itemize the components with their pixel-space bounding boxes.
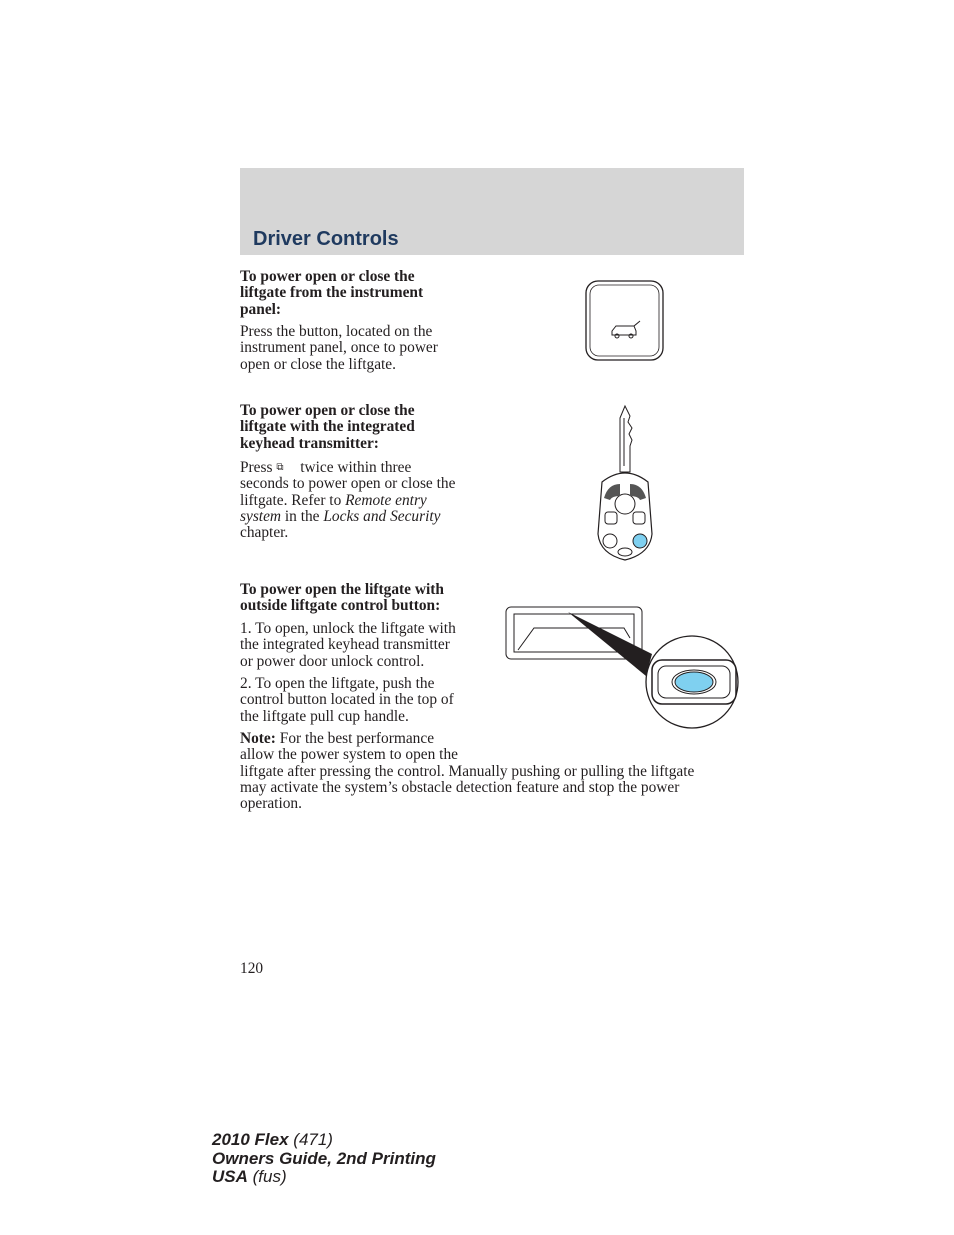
liftgate-handle-illustration [504, 604, 744, 732]
2x-liftgate-icon: ⧉ [276, 462, 284, 473]
liftgate-control-button [675, 672, 713, 692]
keyhead-transmitter-illustration [590, 404, 660, 566]
footer-model: 2010 Flex [212, 1130, 289, 1149]
note-text: For the best performance allow the power system to open the liftgate after pressing the control. Manually pushing or pulling the liftgate may activate the system’s obstacle detection feature and stop the power operation. [240, 730, 695, 813]
body-text: chapter. [240, 524, 289, 542]
section2-heading: To power open or close the liftgate with the integrated keyhead transmitter: [240, 402, 415, 452]
step-1: 1. To open, unlock the liftgate with the integrated keyhead transmitter or power door unlock control. [240, 620, 456, 670]
footer-market-code: (fus) [247, 1167, 287, 1186]
footer-guide: Owners Guide, 2nd Printing [212, 1148, 436, 1168]
body-text: in the [281, 507, 324, 525]
body-text: twice within three seconds to power open or close the liftgate. Refer to [240, 459, 456, 509]
section-header [240, 168, 744, 255]
footer [212, 1131, 436, 1187]
page-number: 120 [240, 960, 264, 977]
locks-security-ref: Locks and Security [323, 507, 441, 525]
section2-body [240, 460, 455, 541]
page-title: Driver Controls [253, 228, 399, 250]
footer-market: USA [212, 1167, 248, 1186]
footer-code: (471) [288, 1130, 333, 1149]
remote-entry-ref: Remote entry system [240, 491, 427, 525]
note [240, 731, 694, 812]
liftgate-button-illustration [584, 279, 666, 363]
liftgate-fob-button [633, 534, 647, 548]
step-2: 2. To open the liftgate, push the control button located in the top of the liftgate pull cup handle. [240, 675, 454, 725]
press-text: Press [240, 459, 273, 476]
section1-heading: To power open or close the liftgate from the instrument panel: [240, 268, 424, 318]
section3-heading: To power open the liftgate with outside liftgate control button: [240, 581, 444, 615]
note-label: Note: [240, 730, 276, 747]
section1-body: Press the button, located on the instrument panel, once to power open or close the liftgate. [240, 323, 438, 373]
